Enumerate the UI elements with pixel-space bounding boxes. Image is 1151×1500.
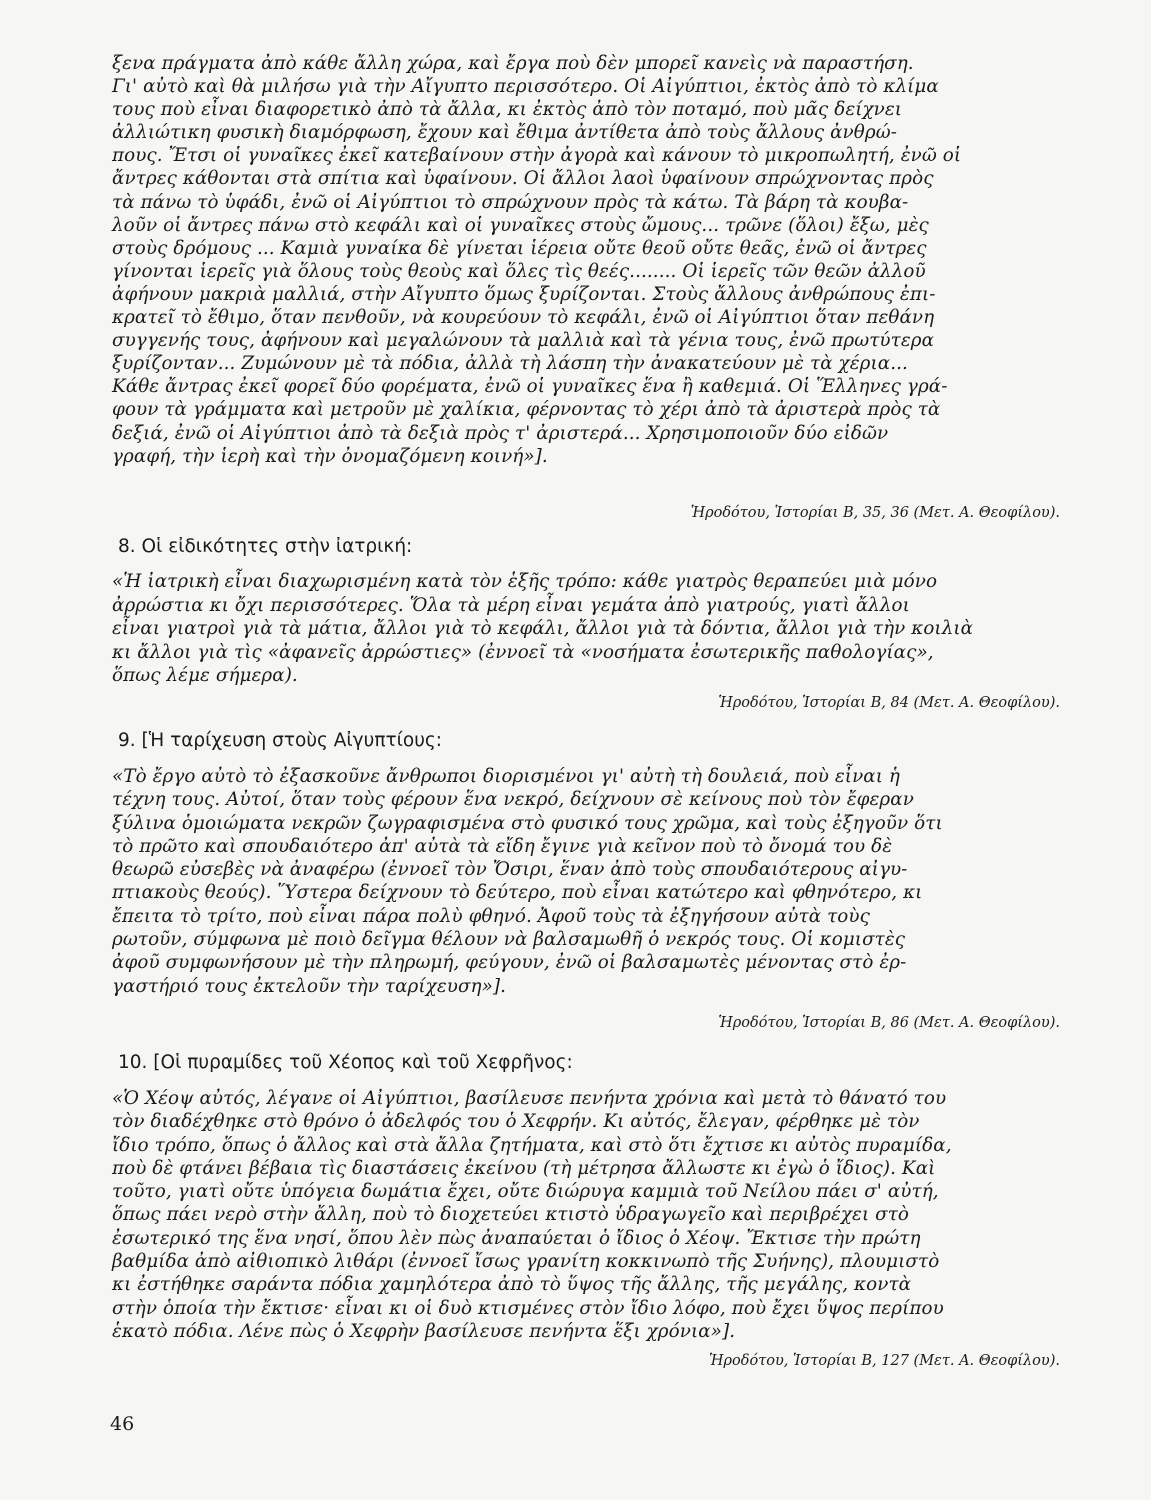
text-line: ἀλλιώτικη φυσικὴ διαμόρφωση, ἔχουν καὶ ἔθιμα ἀντίθετα ἀπὸ τοὺς ἄλλους ἀνθρώ- xyxy=(112,122,897,144)
text-line: ἀφοῦ συμφωνήσουν μὲ τὴν πληρωμή, φεύγουν, ἐνῶ οἱ βαλσαμωτὲς μένοντας στὸ ἐρ- xyxy=(112,952,907,974)
section-8-body xyxy=(112,570,1060,688)
text-line: ἀφήνουν μακριὰ μαλλιά, στὴν Αἴγυπτο ὅμως ξυρίζονται. Στοὺς ἄλλους ἀνθρώπους ἐπι- xyxy=(112,283,936,305)
text-line: ἄντρες κάθονται στὰ σπίτια καὶ ὑφαίνουν. Οἱ ἄλλοι λαοὶ ὑφαίνουν σπρώχνοντας πρὸς xyxy=(112,168,934,190)
text-line: δεξιά, ἐνῶ οἱ Αἰγύπτιοι ἀπὸ τὰ δεξιὰ πρὸς τ' ἀριστερά... Χρησιμοποιοῦν δύο εἰδῶν xyxy=(112,422,889,444)
text-line: ἴδιο τρόπο, ὅπως ὁ ἄλλος καὶ στὰ ἄλλα ζητήματα, καὶ στὸ ὅτι ἔχτισε κι αὐτὸς πυραμίδα, xyxy=(112,1134,952,1156)
text-line: πους. Ἔτσι οἱ γυναῖκες ἐκεῖ κατεβαίνουν στὴν ἀγορὰ καὶ κάνουν τὸ μικροπωλητή, ἐνῶ οἱ xyxy=(112,145,962,167)
text-line: γίνονται ἱερεῖς γιὰ ὅλους τοὺς θεοὺς καὶ ὅλες τὶς θεές........ Οἱ ἱερεῖς τῶν θεῶν ἀλλοῦ xyxy=(112,260,926,282)
text-line: τὸν διαδέχθηκε στὸ θρόνο ὁ ἀδελφός του ὁ Χεφρήν. Κι αὐτός, ἔλεγαν, φέρθηκε μὲ τὸν xyxy=(112,1111,920,1133)
section-9-heading: 9. [Ἡ ταρίχευση στοὺς Αἰγυπτίους: xyxy=(118,730,442,751)
text-line: ἐσωτερικό της ἕνα νησί, ὅπου λὲν πὼς ἀναπαύεται ὁ ἴδιος ὁ Χέοψ. Ἔκτισε τὴν πρώτη xyxy=(112,1227,921,1249)
section-10-body xyxy=(112,1087,1060,1343)
text-line: κρατεῖ τὸ ἔθιμο, ὅταν πενθοῦν, νὰ κουρεύουν τὸ κεφάλι, ἐνῶ οἱ Αἰγύπτιοι ὅταν πεθάνη xyxy=(112,307,935,329)
citation-10: Ἡροδότου, Ἱστορίαι Β, 127 (Μετ. Α. Θεοφίλου). xyxy=(709,1353,1060,1369)
section-8-heading: 8. Οἱ εἰδικότητες στὴν ἰατρική: xyxy=(118,536,413,557)
text-line: τέχνη τους. Αὐτοί, ὅταν τοὺς φέρουν ἕνα νεκρό, δείχνουν σὲ κείνους ποὺ τὸν ἔφεραν xyxy=(112,789,914,811)
citation-9: Ἡροδότου, Ἱστορίαι Β, 86 (Μετ. Α. Θεοφίλου). xyxy=(718,1015,1060,1031)
citation-7: Ἡροδότου, Ἱστορίαι Β, 35, 36 (Μετ. Α. Θεοφίλου). xyxy=(690,505,1060,521)
text-line: λοῦν οἱ ἄντρες πάνω στὸ κεφάλι καὶ οἱ γυναῖκες στοὺς ὤμους... τρῶνε (ὅλοι) ἔξω, μὲς xyxy=(112,214,929,236)
section-10-heading: 10. [Οἱ πυραμίδες τοῦ Χέοπος καὶ τοῦ Χεφρῆνος: xyxy=(118,1052,573,1073)
page-number: 46 xyxy=(110,1413,135,1435)
text-line: ἑκατὸ πόδια. Λένε πὼς ὁ Χεφρὴν βασίλευσε πενήντα ἕξι χρόνια»]. xyxy=(112,1320,736,1342)
text-line: κι ἐστήθηκε σαράντα πόδια χαμηλότερα ἀπὸ τὸ ὕψος τῆς ἄλλης, τῆς μεγάλης, κοντὰ xyxy=(112,1274,912,1296)
text-line: ρωτοῦν, σύμφωνα μὲ ποιὸ δεῖγμα θέλουν νὰ βαλσαμωθῆ ὁ νεκρός τους. Οἱ κομιστὲς xyxy=(112,929,906,951)
text-line: ἔπειτα τὸ τρίτο, ποὺ εἶναι πάρα πολὺ φθηνό. Ἀφοῦ τοὺς τὰ ἐξηγήσουν αὐτὰ τοὺς xyxy=(112,905,870,927)
text-line: ξενα πράγματα ἀπὸ κάθε ἄλλη χώρα, καὶ ἔργα ποὺ δὲν μπορεῖ κανεὶς νὰ παραστήση. xyxy=(112,53,914,74)
text-line: τους ποὺ εἶναι διαφορετικὸ ἀπὸ τὰ ἄλλα, κι ἐκτὸς ἀπὸ τὸν ποταμό, ποὺ μᾶς δείχνει xyxy=(112,99,903,121)
text-line: βαθμίδα ἀπὸ αἰθιοπικὸ λιθάρι (ἐννοεῖ ἴσως γρανίτη κοκκινωπὸ τῆς Συήνης), πλουμιστὸ xyxy=(112,1251,940,1273)
text-line: ὅπως λέμε σήμερα). xyxy=(112,665,298,686)
text-line: Κάθε ἄντρας ἐκεῖ φορεῖ δύο φορέματα, ἐνῶ οἱ γυναῖκες ἕνα ἢ καθεμιά. Οἱ Ἕλληνες γρά- xyxy=(112,376,948,398)
citation-8: Ἡροδότου, Ἱστορίαι Β, 84 (Μετ. Α. Θεοφίλου). xyxy=(718,695,1060,711)
text-line: τοῦτο, γιατὶ οὔτε ὑπόγεια δωμάτια ἔχει, οὔτε διώρυγα καμμιὰ τοῦ Νείλου πάει σ' αὐτή, xyxy=(112,1181,939,1203)
text-line: «Τὸ ἔργο αὐτὸ τὸ ἐξασκοῦνε ἄνθρωποι διορισμένοι γι' αὐτὴ τὴ δουλειά, ποὺ εἶναι ἡ xyxy=(112,766,900,787)
text-line: πτιακοὺς θεούς). Ὕστερα δείχνουν τὸ δεύτερο, ποὺ εἶναι κατώτερο καὶ φθηνότερο, κι xyxy=(112,882,923,904)
section-8-text xyxy=(112,570,1060,688)
section-9-body xyxy=(112,765,1060,998)
text-line: τὸ πρῶτο καὶ σπουδαιότερο ἀπ' αὐτὰ τὰ εἴδη ἔγινε γιὰ κεῖνον ποὺ τὸ ὄνομά του δὲ xyxy=(112,835,893,857)
section-9-text xyxy=(112,765,1060,998)
text-line: στὴν ὁποία τὴν ἔκτισε· εἶναι κι οἱ δυὸ κτισμένες στὸν ἴδιο λόφο, ποὺ ἔχει ὕψος περίπου xyxy=(112,1297,944,1319)
text-line: ποὺ δὲ φτάνει βέβαια τὶς διαστάσεις ἐκείνου (τὴ μέτρησα ἄλλωστε κι ἐγὼ ὁ ἴδιος). Καὶ xyxy=(112,1157,936,1179)
text-line: συγγενής τους, ἀφήνουν καὶ μεγαλώνουν τὰ μαλλιὰ καὶ τὰ γένια τους, ἐνῶ πρωτύτερα xyxy=(112,330,935,352)
text-line: «Ἡ ἰατρικὴ εἶναι διαχωρισμένη κατὰ τὸν ἑξῆς τρόπο: κάθε γιατρὸς θεραπεύει μιὰ μόνο xyxy=(112,571,938,592)
text-line: θεωρῶ εὐσεβὲς νὰ ἀναφέρω (ἐννοεῖ τὸν Ὄσιρι, ἕναν ἀπὸ τοὺς σπουδαιότερους αἰγυ- xyxy=(112,859,908,881)
text-line: εἶναι γιατροὶ γιὰ τὰ μάτια, ἄλλοι γιὰ τὸ κεφάλι, ἄλλοι γιὰ τὰ δόντια, ἄλλοι γιὰ τὴν κοιλιὰ xyxy=(112,618,974,639)
text-line: γαστήριό τους ἐκτελοῦν τὴν ταρίχευση»]. xyxy=(112,975,507,997)
text-line: ξύλινα ὁμοιώματα νεκρῶν ζωγραφισμένα στὸ φυσικό τους χρῶμα, καὶ τοὺς ἐξηγοῦν ὅτι xyxy=(112,812,943,834)
text-line: στοὺς δρόμους ... Καμιὰ γυναίκα δὲ γίνεται ἱέρεια οὔτε θεοῦ οὔτε θεᾶς, ἐνῶ οἱ ἄντρες xyxy=(112,237,927,259)
passage-7 xyxy=(112,52,1060,468)
text-line: Γι' αὐτὸ καὶ θὰ μιλήσω γιὰ τὴν Αἴγυπτο περισσότερο. Οἱ Αἰγύπτιοι, ἐκτὸς ἀπὸ τὸ κλίμα xyxy=(112,76,939,98)
text-line: ξυρίζονταν... Ζυμώνουν μὲ τὰ πόδια, ἀλλὰ τὴ λάσπη τὴν ἀνακατεύουν μὲ τὰ χέρια... xyxy=(112,353,908,375)
text-line: γραφή, τὴν ἱερὴ καὶ τὴν ὀνομαζόμενη κοινή»]. xyxy=(112,445,548,467)
text-line: φουν τὰ γράμματα καὶ μετροῦν μὲ χαλίκια, φέρνοντας τὸ χέρι ἀπὸ τὰ ἀριστερὰ πρὸς τὰ xyxy=(112,399,941,421)
text-line: ὅπως πάει νερὸ στὴν ἄλλη, ποὺ τὸ διοχετεύει κτιστὸ ὑδραγωγεῖο καὶ περιβρέχει στὸ xyxy=(112,1204,910,1226)
passage-7-text xyxy=(112,52,1060,468)
text-line: ἀρρώστια κι ὄχι περισσότερες. Ὅλα τὰ μέρη εἶναι γεμάτα ἀπὸ γιατρούς, γιατὶ ἄλλοι xyxy=(112,594,910,616)
section-10-text xyxy=(112,1087,1060,1343)
text-line: κι ἄλλοι γιὰ τὶς «ἀφανεῖς ἀρρώστιες» (ἐννοεῖ τὰ «νοσήματα ἐσωτερικῆς παθολογίας», xyxy=(112,641,934,663)
text-line: «Ὁ Χέοψ αὐτός, λέγανε οἱ Αἰγύπτιοι, βασίλευσε πενήντα χρόνια καὶ μετὰ τὸ θάνατό του xyxy=(112,1088,947,1109)
text-line: τὰ πάνω τὸ ὑφάδι, ἐνῶ οἱ Αἰγύπτιοι τὸ σπρώχνουν πρὸς τὰ κάτω. Τὰ βάρη τὰ κουβα- xyxy=(112,191,909,213)
